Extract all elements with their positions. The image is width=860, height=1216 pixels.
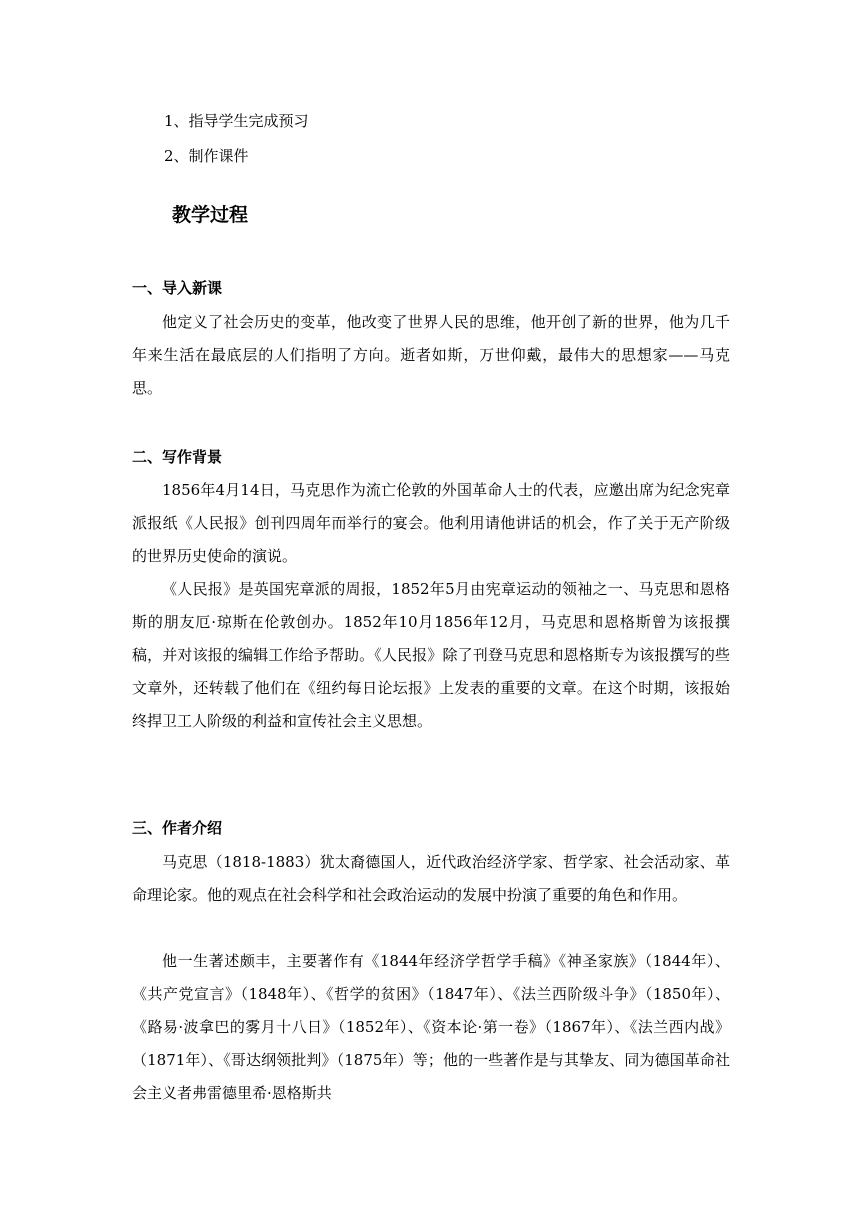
section-heading-intro: 一、导入新课: [132, 279, 223, 297]
intro-paragraph: 他定义了社会历史的变革，他改变了世界人民的思维，他开创了新的世界，他为几千年来生活在最底层的人们指明了方向。逝者如斯，万世仰戴，最伟大的思想家——马克思。: [132, 313, 730, 397]
prep-item-1: 1、指导学生完成预习: [164, 112, 309, 130]
section-heading-background: 二、写作背景: [132, 448, 223, 466]
section-heading-author: 三、作者介绍: [132, 819, 223, 837]
process-title: 教学过程: [172, 204, 249, 226]
background-paragraph-1: 1856年4月14日，马克思作为流亡伦敦的外国革命人士的代表，应邀出席为纪念宪章派报纸《人民报》创刊四周年而举行的宴会。他利用请他讲话的机会，作了关于无产阶级的世界历史使命的演说。: [132, 481, 730, 565]
prep-item-2: 2、制作课件: [164, 147, 249, 165]
author-paragraph-1: 马克思（1818-1883）犹太裔德国人，近代政治经济学家、哲学家、社会活动家、革命理论家。他的观点在社会科学和社会政治运动的发展中扮演了重要的角色和作用。: [132, 853, 730, 904]
background-paragraph-2: 《人民报》是英国宪章派的周报，1852年5月由宪章运动的领袖之一、马克思和恩格斯的朋友厄·琼斯在伦敦创办。1852年10月1856年12月，马克思和恩格斯曾为该报撰稿，并对该报的编辑工作给予帮助。《人民报》除了刊登马克思和恩格斯专为该报撰写的些文章外，还转载了他们在《纽约每日论坛报》上发表的重要的文章。在这个时期，该报始终捍卫工人阶级的利益和宣传社会主义思想。: [132, 580, 730, 730]
author-paragraph-2: 他一生著述颇丰，主要著作有《1844年经济学哲学手稿》《神圣家族》（1844年）、《共产党宣言》（1848年）、《哲学的贫困》（1847年）、《法兰西阶级斗争》（1850年）、《路易·波拿巴的雾月十八日》（1852年）、《资本论·第一卷》（1867年）、《法兰西内战》（1871年）、《哥达纲领批判》（1875年）等；他的一些著作是与其挚友、同为德国革命社会主义者弗雷德里希·恩格斯共: [132, 952, 730, 1102]
